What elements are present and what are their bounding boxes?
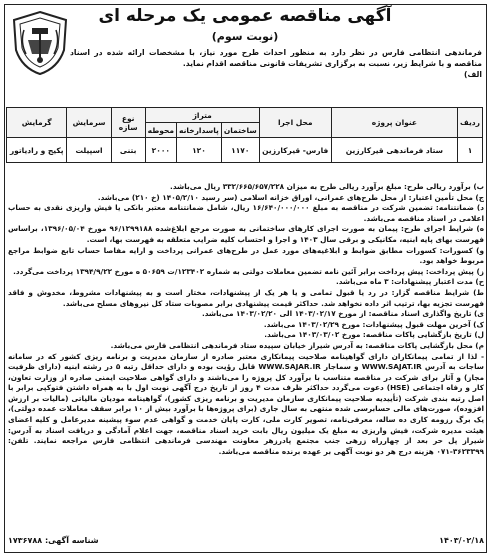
th-row-no: ردیف: [458, 108, 483, 138]
footer-date: ۱۴۰۳/۰۲/۱۸: [439, 536, 484, 545]
cell-project: ستاد فرماندهی قیرکارزین: [331, 138, 457, 163]
table-header-row: [7, 108, 483, 123]
condition-line: م) محل بازگشایی پاکات مناقصه: به آدرس شیراز خیابان سپیده ستاد فرماندهی انتظامی فارس می‌باشد.: [110, 340, 484, 350]
condition-line: ط) شرایط مناقصه گزار: در رد یا قبول تمامی و یا هر یک از پیشنهادات، مختار است و به پیشنهادات مشروط، مخدوش و فاقد فهرست تجزیه بها، ترتیب اثر داده نخواهد شد. حداکثر قیمت پیشنهادی برابر مصوبات ستاد کل نیروهای مسلح می‌باشد.: [8, 287, 484, 308]
intro-text: [70, 47, 482, 80]
footer: [8, 536, 484, 545]
th-guardhouse: پاسدارخانه: [177, 123, 222, 138]
cell-guardhouse: ۱۲۰: [177, 138, 222, 163]
police-emblem-icon: [10, 10, 70, 76]
cell-yard: ۲۰۰۰: [145, 138, 176, 163]
page-title: آگهی مناقصه عمومی یک مرحله ای: [98, 6, 392, 26]
th-area: متراژ: [145, 108, 259, 123]
th-location: محل اجرا: [259, 108, 331, 138]
cell-heating: پکیج و رادیاتور: [7, 138, 67, 163]
condition-line: ز) پیش پرداخت: پیش پرداخت برابر آئین نامه تضمین معاملات دولتی به شماره ۱۲۳۴۰۲/ت ۵۰۶۵۹ ه مورخ ۱۳۹۴/۹/۲۲ پرداخت می‌گردد.: [13, 266, 484, 276]
conditions-text: [8, 182, 484, 457]
cell-building: ۱۱۷۰: [221, 138, 259, 163]
th-project: عنوان پروژه: [331, 108, 457, 138]
condition-line: ی) تاریخ واگذاری اسناد مناقصه: از مورخ ۱۴۰۳/۰۲/۱۷ الی ۱۴۰۳/۰۲/۲۰ می‌باشد.: [201, 309, 484, 319]
condition-line: د) ضمانتنامه: تضمین شرکت در مناقصه به مبلغ ۱۶/۶۴۰/۰۰۰/۰۰۰ ریال، شامل ضمانتنامه معتبر بانکی یا فیش واریزی نقدی به حساب اعلامی در اسناد مناقصه می‌باشد.: [8, 203, 484, 223]
table-row: [7, 138, 483, 163]
th-structure: نوع سازه: [111, 108, 145, 138]
section-a-label: الف): [464, 70, 482, 79]
th-heating: گرمایش: [7, 108, 67, 138]
condition-line: ج) محل تأمین اعتبار: از محل طرح‌های عمرانی، اوراق خزانه اسلامی (سر رسید ۱۴۰۵/۲/۱۰ (خ ۲۱۰) می‌باشد.: [97, 192, 484, 202]
cell-row-no: ۱: [458, 138, 483, 163]
footer-notice-id: شناسه آگهی: ۱۷۳۶۷۸۸: [8, 536, 99, 545]
condition-line: ب) برآورد ریالی طرح: مبلغ برآورد ریالی طرح به میزان ۳۳۲/۶۶۵/۶۵۷/۲۲۸ ریال می‌باشد.: [170, 182, 484, 191]
th-yard: محوطه: [145, 123, 176, 138]
condition-line: ل) تاریخ بازگشایی پاکات مناقصه: مورخ ۱۴۰۳/۰۳/۰۲ می‌باشد.: [264, 330, 484, 340]
condition-line: ک) آخرین مهلت قبول پیشنهادات: مورخ ۱۴۰۳/۰۲/۲۹ می‌باشد.: [263, 319, 484, 329]
condition-line: ه) شرایط اجرای طرح: پیمان به صورت اجرای کارهای ساختمانی به صورت مرجع ابلاغ‌شده ۹۶/۱۲۹۹۱۸۸ مورخ ۱۳۹۶/۰۵/۰۴، براساس فهرست بهای پایه ابنیه، مکانیکی و برقی سال ۱۴۰۳ و اجرا و احتساب کلیه ضرایب متعلقه به فهرست بها، است.: [8, 224, 485, 244]
condition-line: و) کسورات: کسورات مطابق ضوابط و ابلاغیه‌های مورد عمل در طرح‌های عمرانی پرداخت و ارایه مفاصا حساب تابع ضوابط مراجع مربوط خواهد بود.: [8, 245, 484, 266]
th-cooling: سرمایش: [67, 108, 111, 138]
th-building: ساختمان: [221, 123, 259, 138]
condition-line: - لذا از تمامی پیمانکاران دارای گواهینامه صلاحیت پیمانکاری معتبر صادره از سازمان مدیریت و برنامه ریزی کشور که در سامانه ساجات به آدرس WWW.SAJAT.IR و سماجار WWW.SAJAR.IR قابل رؤیت بوده و دارای حداقل رتبه ۵ در رشته ابنیه (دارای ظرفیت مجاز) و آثار برای شرکت در مناقصه متناسب با برآورد کل پروژه را می‌باشند و دارای گواهی صلاحیت ایمنی صادره از وزارت تعاون، کار و رفاه اجتماعی (HSE) دعوت می‌گردد حداکثر ظرف مدت ۴ روز از تاریخ درج آگهی نوبت اول با به همراه داشتن فتوکپی برابر با اصل رتبه بندی شرکت (تأییدیه صلاحیت پیمانکاری سازمان مدیریت و برنامه ریزی کشور)، گواهینامه مودیان مالیاتی (مالیات بر ارزش افزوده)، صورت‌های مالی حسابرسی شده منتهی به سال جاری (برای پروژه‌ها با برآورد بیش از ۱۰ برابر سقف معاملات عمده دولتی)، یک برگ رزومه کاری ده ساله، معرفی‌نامه، تصویر کارت ملی، کارت پایان خدمت و گواهی عدم سوء پیشینه مدیرعامل و کلیه اعضای هیئت مدیره شرکت، فیش واریزی به مبلغ یک میلیون ریال بابت خرید اسناد مناقصه، جهت اعلام آمادگی و دریافت اسناد به آدرس: شیراز پل حر بعد از چهارراه زرهی جنب مجتمع پادرزهر معاونت مهندسی فرماندهی انتظامی فارس مراجعه نمایند. تلفن: ۳۶۲۳۳۹۹-۰۷۱ هزینه درج هر دو نوبت آگهی بر عهده برنده مناقصه می‌باشد.: [8, 351, 484, 456]
condition-line: ح) مدت اعتبار پیشنهادات: ۳ ماه می‌باشد.: [335, 277, 484, 287]
cell-structure: بتنی: [111, 138, 145, 163]
page-subtitle: (نوبت سوم): [211, 30, 279, 43]
intro-paragraph: فرماندهی انتظامی فارس در نظر دارد به منظور احداث طرح مورد نیاز، با مشخصات ارائه شده در اسناد مناقصه و با شرایط زیر، نسبت به برگزاری تشریفات قانونی مناقصه اقدام نماید.: [70, 48, 482, 68]
cell-location: فارس- قیرکارزین: [259, 138, 331, 163]
cell-cooling: اسپیلت: [67, 138, 111, 163]
project-table: [6, 107, 483, 163]
